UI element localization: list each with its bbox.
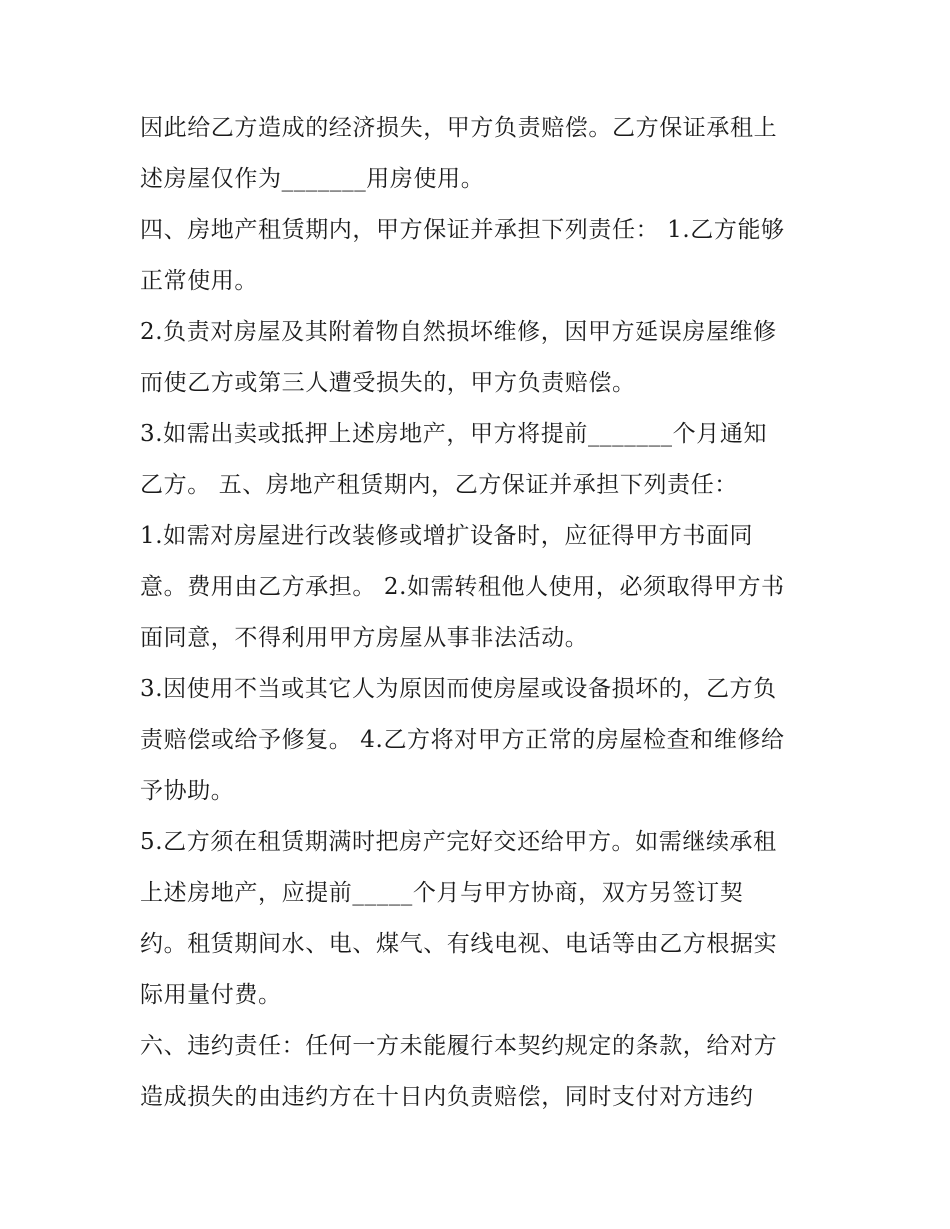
text-line: 5.乙方须在租赁期满时把房产完好交还给甲方。如需继续承租 [140,829,777,855]
text-line: 3.因使用不当或其它人为原因而使房屋或设备损坏的，乙方负 [140,676,777,702]
text-line: 述房屋仅作为_______用房使用。 [140,166,485,192]
text-line: 意。费用由乙方承担。 2.如需转租他人使用，必须取得甲方书 [140,574,785,600]
text-line: 1.如需对房屋进行改装修或增扩设备时，应征得甲方书面同 [140,523,754,549]
text-line: 因此给乙方造成的经济损失，甲方负责赔偿。乙方保证承租上 [140,115,778,141]
text-line: 六、违约责任：任何一方未能履行本契约规定的条款，给对方 [140,1033,778,1059]
text-line: 责赔偿或给予修复。 4.乙方将对甲方正常的房屋检查和维修给 [140,727,785,753]
text-line: 2.负责对房屋及其附着物自然损坏维修，因甲方延误房屋维修 [140,319,777,345]
text-line: 而使乙方或第三人遭受损失的，甲方负责赔偿。 [140,370,636,396]
text-line: 际用量付费。 [140,982,282,1008]
text-line: 正常使用。 [140,268,258,294]
text-line: 约。租赁期间水、电、煤气、有线电视、电话等由乙方根据实 [140,931,778,957]
text-line: 面同意，不得利用甲方房屋从事非法活动。 [140,625,589,651]
text-line: 造成损失的由违约方在十日内负责赔偿，同时支付对方违约 [140,1084,754,1110]
text-line: 3.如需出卖或抵押上述房地产，甲方将提前_______个月通知 [140,421,768,447]
text-line: 乙方。 五、房地产租赁期内，乙方保证并承担下列责任： [140,472,738,498]
text-line: 四、房地产租赁期内，甲方保证并承担下列责任： 1.乙方能够 [140,217,785,243]
contract-body-text [140,103,820,1123]
text-line: 予协助。 [140,778,235,804]
text-line: 上述房地产，应提前_____个月与甲方协商，双方另签订契 [140,880,744,906]
